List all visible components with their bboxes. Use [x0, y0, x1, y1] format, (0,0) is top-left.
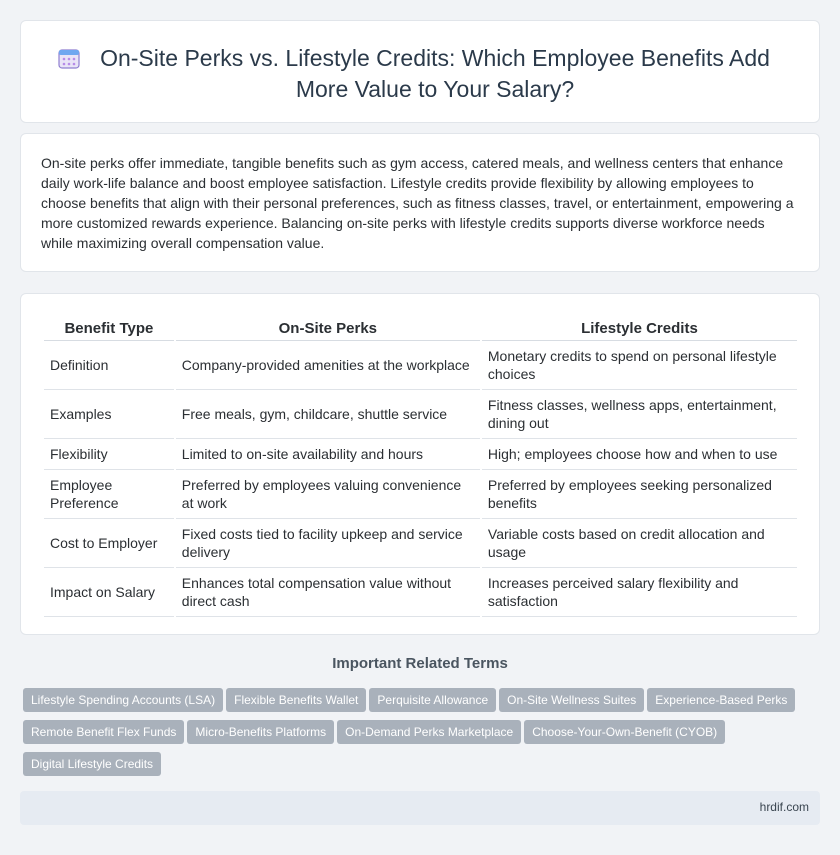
column-header: On-Site Perks — [176, 316, 480, 341]
related-term-tag[interactable]: Remote Benefit Flex Funds — [23, 720, 184, 744]
related-term-tag[interactable]: Digital Lifestyle Credits — [23, 752, 161, 776]
comparison-table — [42, 316, 799, 617]
related-term-tag[interactable]: Lifestyle Spending Accounts (LSA) — [23, 688, 223, 712]
row-label: Definition — [44, 341, 174, 390]
table-cell: High; employees choose how and when to use — [482, 439, 797, 470]
row-label: Cost to Employer — [44, 519, 174, 568]
column-header: Benefit Type — [44, 316, 174, 341]
footer — [20, 791, 820, 825]
related-term-tag[interactable]: Choose-Your-Own-Benefit (CYOB) — [524, 720, 725, 744]
summary-card — [20, 133, 820, 272]
table-cell: Limited to on-site availability and hours — [176, 439, 480, 470]
summary-text: On-site perks offer immediate, tangible benefits such as gym access, catered meals, and wellness centers that enhance daily work-life balance and boost employee satisfaction. Lifestyle credits provide flexibility by allowing employees to choose benefits that align with their personal preferences, such as fitness classes, travel, or entertainment, empowering a more customized rewards experience. Balancing on-site perks with lifestyle credits supports diverse workforce needs while maximizing overall compensation value. — [41, 155, 794, 251]
related-terms-tags — [23, 688, 823, 784]
row-label: Impact on Salary — [44, 568, 174, 617]
table-row — [44, 568, 797, 617]
table-row — [44, 470, 797, 519]
table-row — [44, 439, 797, 470]
related-term-tag[interactable]: On-Demand Perks Marketplace — [337, 720, 521, 744]
table-cell: Preferred by employees valuing convenience at work — [176, 470, 480, 519]
row-label: Examples — [44, 390, 174, 439]
table-cell: Fixed costs tied to facility upkeep and service delivery — [176, 519, 480, 568]
table-card — [20, 293, 820, 635]
table-row — [44, 341, 797, 390]
row-label: Flexibility — [44, 439, 174, 470]
row-label: Employee Preference — [44, 470, 174, 519]
table-cell: Company-provided amenities at the workplace — [176, 341, 480, 390]
header-card — [20, 20, 820, 123]
table-row — [44, 390, 797, 439]
column-header: Lifestyle Credits — [482, 316, 797, 341]
related-term-tag[interactable]: Micro-Benefits Platforms — [187, 720, 334, 744]
table-row — [44, 519, 797, 568]
table-cell: Enhances total compensation value without direct cash — [176, 568, 480, 617]
related-terms-title: Important Related Terms — [332, 655, 508, 672]
table-cell: Increases perceived salary flexibility and satisfaction — [482, 568, 797, 617]
table-header-row — [44, 316, 797, 341]
table-cell: Fitness classes, wellness apps, entertainment, dining out — [482, 390, 797, 439]
related-term-tag[interactable]: Flexible Benefits Wallet — [226, 688, 366, 712]
related-term-tag[interactable]: On-Site Wellness Suites — [499, 688, 644, 712]
related-term-tag[interactable]: Experience-Based Perks — [647, 688, 795, 712]
page-title: On-Site Perks vs. Lifestyle Credits: Which Employee Benefits Add More Value to Your Salary? — [100, 45, 770, 102]
table-cell: Monetary credits to spend on personal lifestyle choices — [482, 341, 797, 390]
table-cell: Variable costs based on credit allocation and usage — [482, 519, 797, 568]
footer-site-link[interactable]: hrdif.com — [759, 800, 809, 814]
table-cell: Preferred by employees seeking personalized benefits — [482, 470, 797, 519]
table-cell: Free meals, gym, childcare, shuttle service — [176, 390, 480, 439]
related-term-tag[interactable]: Perquisite Allowance — [369, 688, 496, 712]
